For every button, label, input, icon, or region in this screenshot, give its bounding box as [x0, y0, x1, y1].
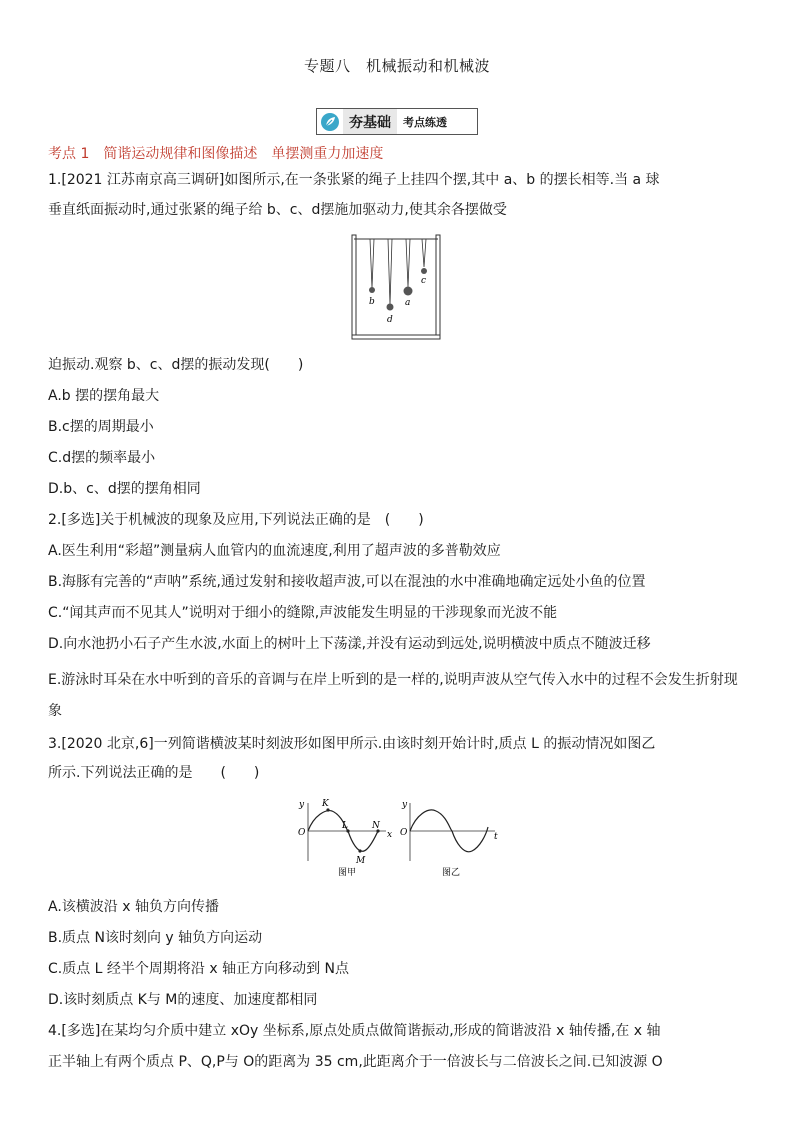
q1-stem-line2: 垂直纸面振动时,通过张紧的绳子给 b、c、d摆施加驱动力,使其余各摆做受 — [48, 202, 507, 218]
badge-sub-label: 考点练透 — [403, 115, 447, 129]
label-d: d — [387, 315, 393, 325]
left-x-label: x — [387, 830, 393, 840]
q1-stem-line1: 1.[2021 江苏南京高三调研]如图所示,在一条张紧的绳子上挂四个摆,其中 a、b 的摆长相等.当 a 球 — [48, 172, 660, 188]
q4-stem-line1: 4.[多选]在某均匀介质中建立 xOy 坐标系,原点处质点做简谐振动,形成的简谐波沿 x 轴传播,在 x 轴 — [48, 1023, 661, 1039]
point-n-label: N — [372, 821, 380, 831]
label-a: a — [405, 298, 411, 308]
q2-option-e: E.游泳时耳朵在水中听到的音乐的音调与在岸上听到的是一样的,说明声波从空气传入水中的过程不会发生折射现象 — [48, 672, 738, 719]
q3-option-c: C.质点 L 经半个周期将沿 x 轴正方向移动到 N点 — [48, 961, 350, 977]
right-origin-label: O — [400, 828, 408, 838]
left-y-label: y — [299, 800, 305, 810]
page-title: 专题八 机械振动和机械波 — [303, 57, 490, 75]
q1-option-b: B.c摆的周期最小 — [48, 419, 154, 435]
q1-stem-line3: 迫振动.观察 b、c、d摆的振动发现( ) — [48, 357, 304, 373]
q3-option-d: D.该时刻质点 K与 M的速度、加速度都相同 — [48, 992, 318, 1008]
figure-jia-caption: 图甲 — [338, 868, 357, 878]
wave-figure — [290, 795, 505, 880]
q2-option-c: C.“闻其声而不见其人”说明对于细小的缝隙,声波能发生明显的干涉现象而光波不能 — [48, 605, 558, 621]
q2-option-a: A.医生利用“彩超”测量病人血管内的血流速度,利用了超声波的多普勒效应 — [48, 543, 501, 559]
pendulum-figure — [350, 233, 444, 343]
badge-main-label: 夯基础 — [343, 109, 397, 134]
section-badge — [316, 108, 478, 135]
q2-stem: 2.[多选]关于机械波的现象及应用,下列说法正确的是 ( ) — [48, 512, 424, 528]
point-l-label: L — [342, 821, 348, 831]
right-y-label: y — [402, 800, 408, 810]
figure-yi-caption: 图乙 — [442, 868, 461, 878]
badge-leaf-icon — [317, 109, 343, 134]
right-t-label: t — [494, 832, 498, 842]
label-c: c — [421, 276, 427, 286]
q3-option-a: A.该横波沿 x 轴负方向传播 — [48, 899, 219, 915]
section-heading: 考点 1 简谐运动规律和图像描述 单摆测重力加速度 — [48, 146, 384, 162]
point-m-label: M — [356, 856, 366, 866]
q1-option-c: C.d摆的频率最小 — [48, 450, 156, 466]
q3-option-b: B.质点 N该时刻向 y 轴负方向运动 — [48, 930, 263, 946]
q1-option-a: A.b 摆的摆角最大 — [48, 388, 160, 404]
q3-stem-line2: 所示.下列说法正确的是 ( ) — [48, 765, 260, 781]
q3-stem-line1: 3.[2020 北京,6]一列简谐横波某时刻波形如图甲所示.由该时刻开始计时,质点 L 的振动情况如图乙 — [48, 736, 656, 752]
q2-option-d: D.向水池扔小石子产生水波,水面上的树叶上下荡漾,并没有运动到远处,说明横波中质点不随波迁移 — [48, 636, 651, 652]
q4-stem-line2: 正半轴上有两个质点 P、Q,P与 O的距离为 35 cm,此距离介于一倍波长与二倍波长之间.已知波源 O — [48, 1054, 663, 1070]
left-origin-label: O — [298, 828, 306, 838]
point-k-label: K — [322, 799, 329, 809]
q1-option-d: D.b、c、d摆的摆角相同 — [48, 481, 201, 497]
q2-option-b: B.海豚有完善的“声呐”系统,通过发射和接收超声波,可以在混浊的水中准确地确定远处小鱼的位置 — [48, 574, 646, 590]
label-b: b — [369, 297, 375, 307]
